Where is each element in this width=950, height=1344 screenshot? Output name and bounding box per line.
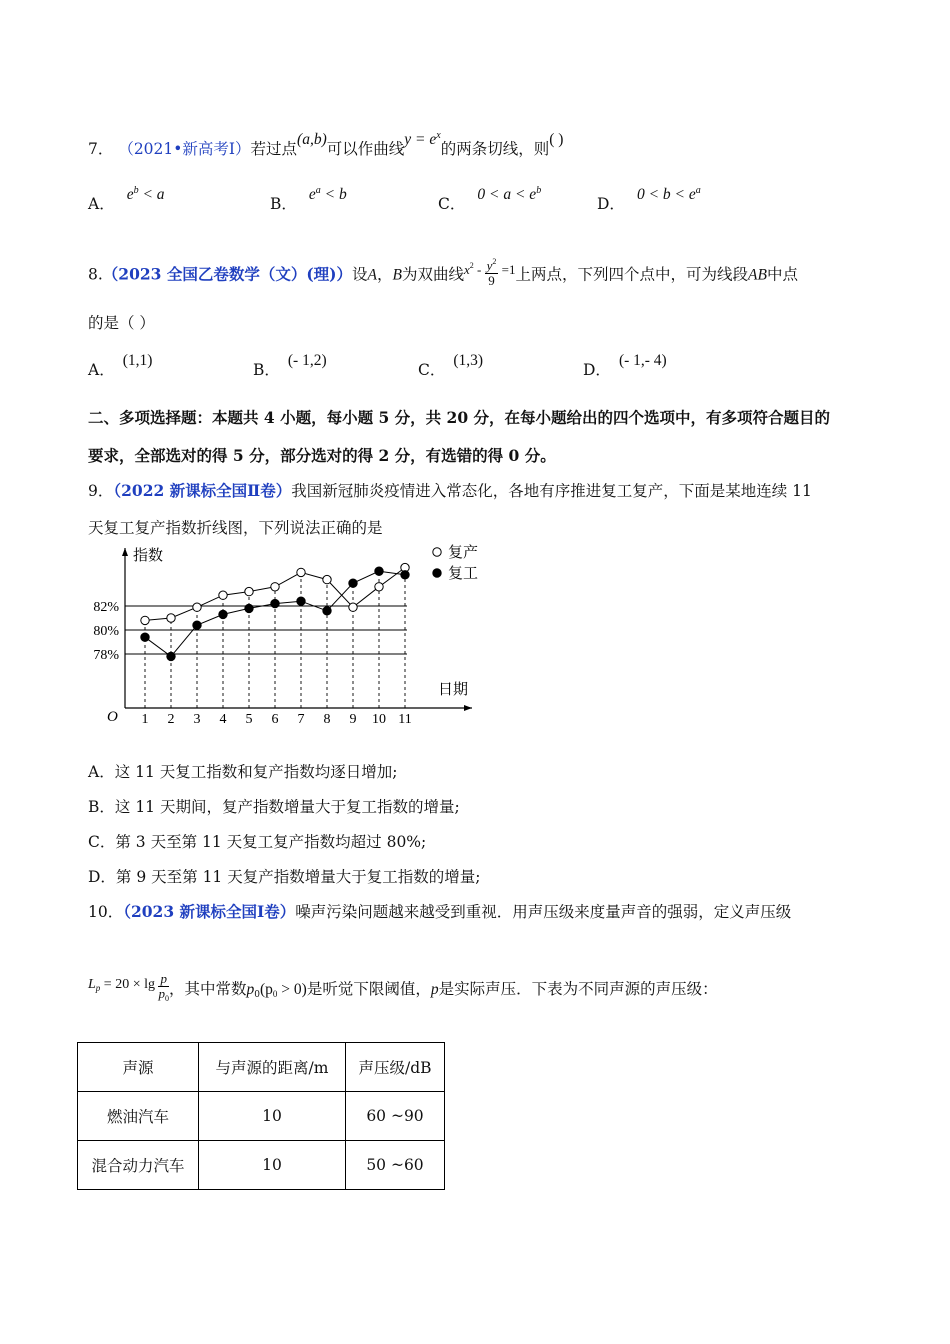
x-tick-label: 7	[297, 712, 305, 727]
option-value: (1,3)	[453, 352, 484, 369]
origin-label: O	[107, 709, 118, 725]
x-tick-label: 6	[271, 712, 279, 727]
q7-option-c[interactable]	[438, 185, 542, 214]
q8-text-2: 为双曲线	[401, 265, 464, 284]
q9-text-1: 我国新冠肺炎疫情进入常态化，各地有序推进复工复产，下面是某地连续 11	[291, 482, 812, 500]
q8-option-d[interactable]	[583, 352, 667, 380]
option-sup: b	[536, 185, 542, 196]
table-header-row	[78, 1043, 445, 1092]
y-tick-label: 78%	[93, 648, 119, 663]
x-tick-label: 10	[372, 712, 386, 727]
option-label: B．	[253, 361, 280, 379]
option-label: B．	[270, 195, 297, 213]
q7-curve: y = e	[404, 131, 437, 148]
option-value: (1,1)	[122, 352, 153, 369]
x-axis-label: 日期	[438, 682, 469, 698]
q8-text-4: 中点	[766, 265, 798, 284]
y-axis-arrow	[122, 548, 128, 556]
q9-option-b[interactable]: B．这 11 天期间，复产指数增量大于复工指数的增量;	[88, 798, 460, 816]
data-point-fuchan	[193, 603, 201, 611]
q7-stem	[88, 130, 564, 159]
q10-cond-2: > 0)	[277, 981, 307, 999]
option-sup: b	[133, 185, 139, 196]
data-point-fugong	[375, 567, 383, 575]
option-label: A．	[88, 361, 115, 379]
x-tick-label: 5	[245, 712, 253, 727]
q9-option-d[interactable]: D．第 9 天至第 11 天复产指数增量大于复工指数的增量;	[88, 868, 481, 886]
option-sup: a	[315, 185, 321, 196]
option-label: C．	[438, 195, 466, 213]
q8-option-c[interactable]	[418, 352, 484, 380]
q10-l-sub: p	[95, 983, 101, 994]
data-point-fugong	[245, 604, 253, 612]
q8-minus: -	[473, 262, 485, 278]
q10-text-2: ，其中常数	[168, 980, 247, 999]
index-line-chart	[80, 540, 490, 735]
data-point-fugong	[193, 621, 201, 629]
q10-source: （2023 新课标全国Ⅰ卷）	[123, 902, 296, 921]
q8-x: x	[464, 262, 470, 278]
table-row	[78, 1092, 445, 1141]
table-header-cell: 与声源的距离/m	[199, 1043, 346, 1092]
legend-marker	[433, 569, 441, 577]
q8-comma: ，	[377, 265, 393, 284]
section-2-heading-line-1: 二、多项选择题：本题共 4 小题，每小题 5 分，共 20 分，在每小题给出的四个选项中，有多项符合题目的	[88, 408, 831, 427]
data-point-fugong	[349, 579, 357, 587]
option-label: C．	[418, 361, 446, 379]
x-tick-label: 8	[323, 712, 331, 727]
data-point-fuchan	[323, 575, 331, 583]
q10-cond: (p	[259, 981, 273, 999]
data-point-fugong	[271, 599, 279, 607]
q10-fraction	[158, 972, 169, 1006]
q8-y: y	[486, 258, 493, 273]
data-point-fuchan	[219, 591, 227, 599]
q9-option-c[interactable]: C．第 3 天至第 11 天复工复产指数均超过 80%;	[88, 833, 427, 851]
option-expr: e	[308, 186, 316, 203]
option-label: D．	[583, 361, 611, 379]
data-point-fugong	[401, 571, 409, 579]
q8-equals: =1	[498, 262, 516, 278]
table-cell: 60 ~90	[346, 1092, 445, 1141]
q10-formula-line	[88, 968, 718, 1002]
x-tick-label: 1	[141, 712, 149, 727]
option-expr: e	[126, 186, 134, 203]
q8-number: 8.	[88, 265, 103, 284]
y-axis-label: 指数	[133, 548, 164, 564]
section-2-heading-line-2: 要求，全部选对的得 5 分，部分选对的得 2 分，有选错的得 0 分。	[88, 446, 556, 465]
q10-formula	[88, 971, 169, 1003]
q9-stem-line-2: 天复工复产指数折线图，下列说法正确的是	[88, 519, 383, 537]
q7-number: 7．	[88, 140, 114, 158]
q10-stem	[88, 900, 791, 922]
q8-option-b[interactable]	[253, 352, 327, 380]
y-tick-label: 80%	[93, 624, 119, 639]
data-point-fugong	[167, 652, 175, 660]
q8-exp-y: 2	[492, 257, 497, 266]
q10-p0: p	[246, 981, 255, 999]
q8-source: （2023 全国乙卷数学（文）(理)）	[102, 264, 353, 284]
q10-num: p	[160, 971, 167, 986]
q8-text-1: 设	[352, 265, 368, 284]
table-cell: 10	[199, 1141, 346, 1190]
sound-source-table	[77, 1042, 445, 1190]
x-tick-label: 2	[167, 712, 175, 727]
q7-option-d[interactable]	[597, 185, 701, 214]
data-point-fuchan	[349, 603, 357, 611]
q7-point: (a,b)	[297, 131, 327, 148]
q10-den-sub: 0	[164, 994, 169, 1003]
q7-curve-exp: x	[436, 130, 441, 141]
q10-p: p	[430, 981, 439, 999]
data-point-fuchan	[167, 614, 175, 622]
q10-p0-sub: 0	[254, 990, 260, 1001]
x-axis-arrow	[464, 705, 472, 711]
q7-source: （2021•新高考Ⅰ）	[118, 140, 251, 158]
q9-stem	[88, 479, 812, 501]
data-point-fuchan	[245, 587, 253, 595]
legend-label: 复产	[448, 545, 479, 561]
q8-option-a[interactable]	[88, 352, 153, 380]
q10-den: p	[158, 986, 165, 1001]
x-tick-label: 11	[398, 712, 412, 727]
legend-marker	[433, 548, 441, 556]
y-tick-label: 82%	[93, 600, 119, 615]
x-tick-label: 3	[193, 712, 201, 727]
table-cell: 50 ~60	[346, 1141, 445, 1190]
q7-text-1: 若过点	[250, 140, 298, 158]
q8-exp-x: 2	[469, 261, 474, 271]
option-label: D．	[597, 195, 625, 213]
q8-denominator: 9	[488, 273, 495, 288]
x-tick-label: 9	[349, 712, 357, 727]
option-expr: 0 < b < e	[636, 186, 696, 203]
option-value: (- 1,- 4)	[618, 352, 667, 369]
option-label: A．	[88, 195, 115, 213]
table-header-cell: 声压级/dB	[346, 1043, 445, 1092]
table-cell: 混合动力汽车	[78, 1141, 199, 1190]
data-point-fuchan	[297, 568, 305, 576]
option-value: (- 1,2)	[287, 352, 327, 369]
q8-fraction	[485, 255, 499, 288]
legend-label: 复工	[448, 566, 479, 582]
q8-segment: AB	[748, 266, 767, 284]
q10-eq: = 20 × lg	[100, 977, 159, 993]
q9-option-a[interactable]: A．这 11 天复工指数和复产指数均逐日增加;	[88, 763, 398, 781]
option-rest: < a	[138, 186, 165, 203]
q10-number: 10．	[88, 903, 124, 921]
q7-option-a[interactable]	[88, 185, 165, 214]
q7-text-3: 的两条切线，则	[440, 140, 550, 158]
option-expr: 0 < a < e	[477, 186, 537, 203]
q8-hyperbola	[464, 257, 516, 288]
table-header-cell: 声源	[78, 1043, 199, 1092]
q8-stem	[88, 257, 798, 293]
x-tick-label: 4	[219, 712, 227, 727]
data-point-fuchan	[271, 583, 279, 591]
option-rest: < b	[320, 186, 347, 203]
q10-cond-sub: 0	[272, 989, 278, 1000]
data-point-fugong	[219, 610, 227, 618]
q9-source: （2022 新课标全国Ⅱ卷）	[113, 481, 292, 500]
q7-answer-paren: ( )	[549, 131, 564, 148]
q8-point-a: A	[367, 266, 377, 284]
q10-text-3: 是听觉下限阈值，	[306, 980, 431, 999]
data-point-fuchan	[375, 583, 383, 591]
data-point-fugong	[323, 607, 331, 615]
q10-text-1: 噪声污染问题越来越受到重视．用声压级来度量声音的强弱，定义声压级	[295, 903, 792, 921]
q8-point-b: B	[392, 266, 402, 284]
q7-text-2: 可以作曲线	[326, 140, 405, 158]
table-cell: 10	[199, 1092, 346, 1141]
table-row	[78, 1141, 445, 1190]
q9-number: 9．	[88, 482, 114, 500]
q10-l: L	[88, 977, 96, 993]
q7-option-b[interactable]	[270, 185, 347, 214]
table-cell: 燃油汽车	[78, 1092, 199, 1141]
data-point-fugong	[297, 597, 305, 605]
q8-text-3: 上两点，下列四个点中，可为线段	[515, 265, 749, 284]
q10-text-4: 是实际声压．下表为不同声源的声压级：	[438, 980, 718, 999]
q8-stem-line-2: 的是（ ）	[88, 314, 155, 332]
data-point-fuchan	[141, 616, 149, 624]
data-point-fugong	[141, 633, 149, 641]
option-sup: a	[695, 185, 701, 196]
